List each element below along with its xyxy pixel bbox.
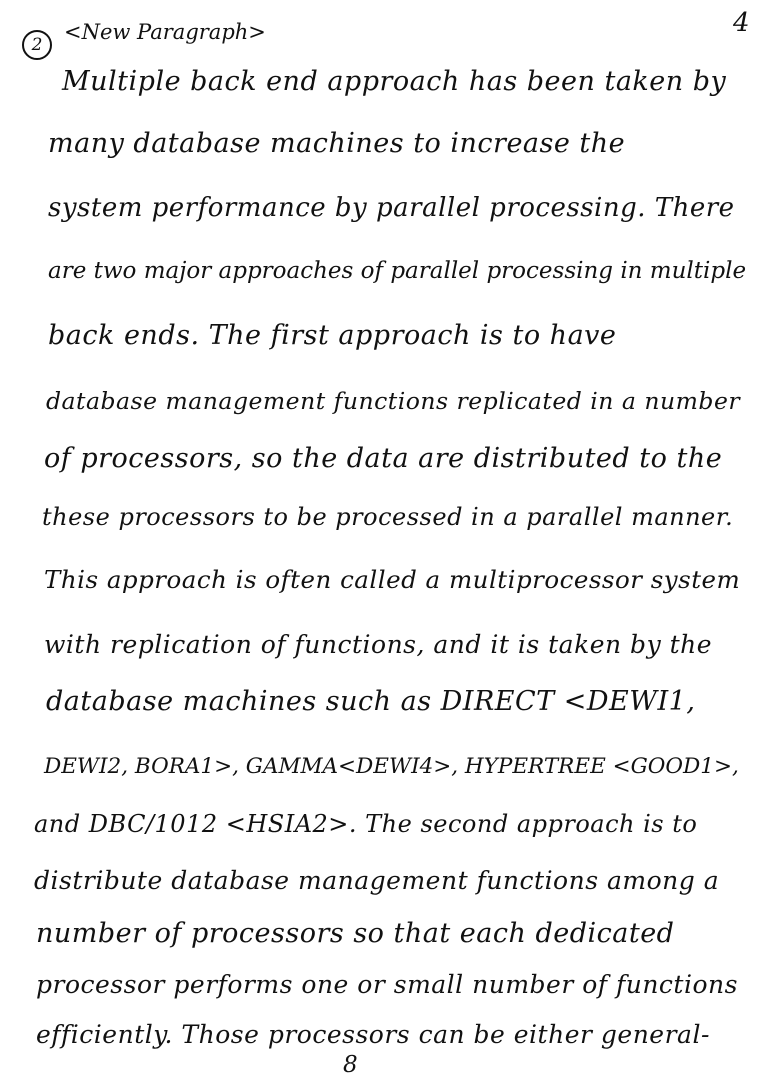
text-line-17: efficiently. Those processors can be either general- [36,1020,710,1049]
text-line-1: Multiple back end approach has been taken by [62,66,727,97]
text-line-13: and DBC/1012 <HSIA2>. The second approach is to [34,810,698,838]
footer-page-number: 8 [343,1052,358,1078]
text-line-16: processor performs one or small number of functions [36,970,738,999]
page-number: 4 [733,8,750,38]
text-line-8: these processors to be processed in a parallel manner. [42,503,734,531]
text-line-14: distribute database management functions among a [34,866,720,895]
text-line-15: number of processors so that each dedicated [36,918,675,949]
new-paragraph-annotation: <New Paragraph> [64,20,266,44]
text-line-7: of processors, so the data are distributed to the [44,443,723,474]
text-line-9: This approach is often called a multiprocessor system [44,565,741,594]
text-line-6: database management functions replicated in a number [46,387,741,415]
text-line-5: back ends. The first approach is to have [48,320,617,351]
text-line-3: system performance by parallel processing. There [48,193,735,223]
text-line-2: many database machines to increase the [48,128,626,159]
paragraph-marker: 2 [22,30,52,60]
text-line-4: are two major approaches of parallel processing in multiple [48,258,747,284]
text-line-11: database machines such as DIRECT <DEWI1, [46,686,696,717]
text-line-12: DEWI2, BORA1>, GAMMA<DEWI4>, HYPERTREE <GOOD1>, [44,754,739,779]
text-line-10: with replication of functions, and it is taken by the [44,630,713,659]
